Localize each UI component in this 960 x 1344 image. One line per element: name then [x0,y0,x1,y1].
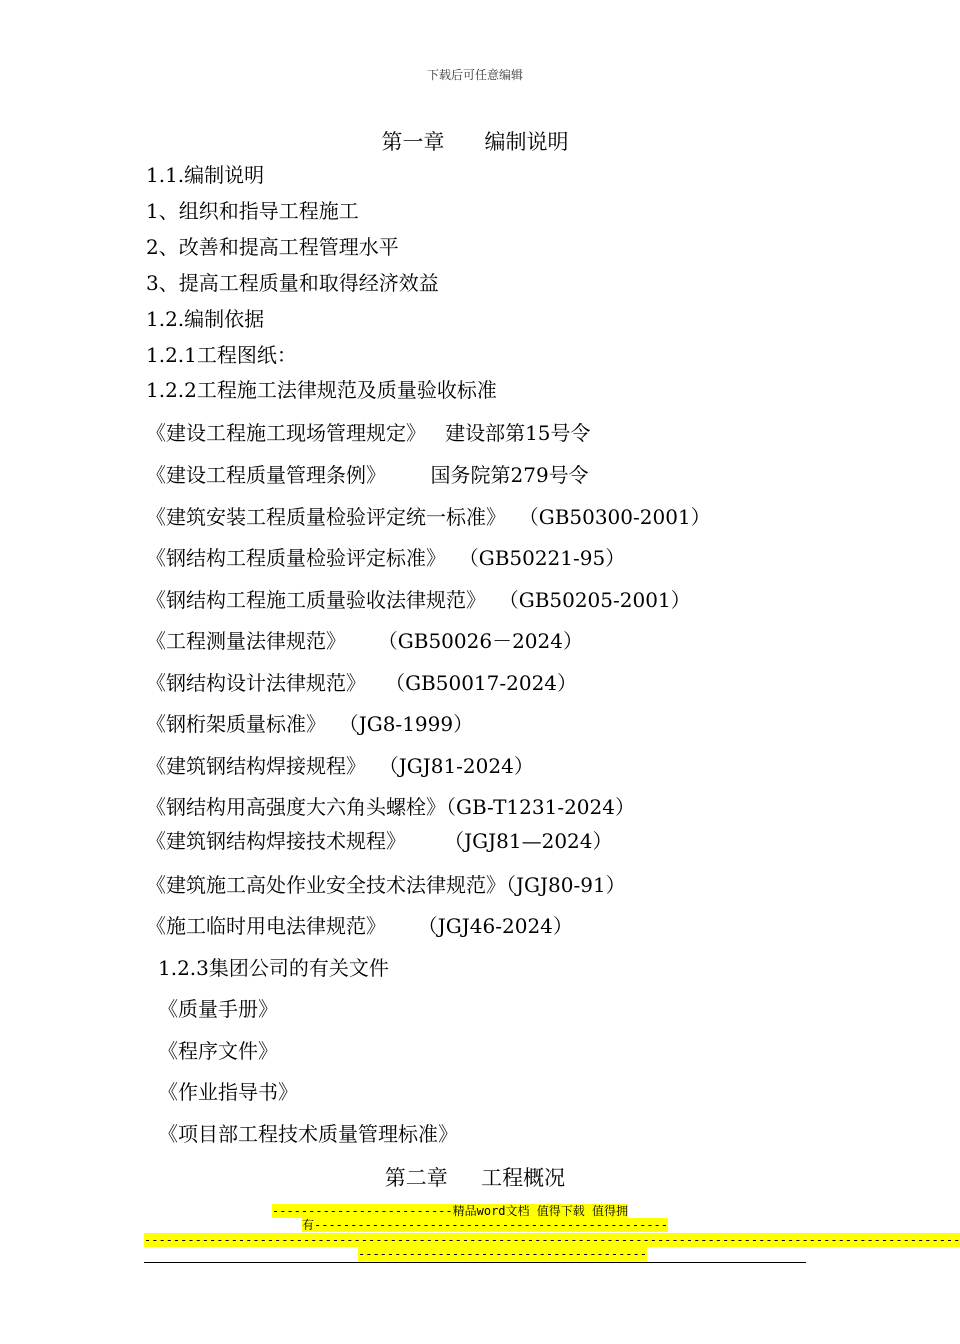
standard-item: 《建筑施工高处作业安全技术法律规范》（JGJ80-91） [146,873,626,897]
section-1-2-1: 1.2.1工程图纸： [146,343,297,367]
standard-item: 《钢结构设计法律规范》 （GB50017-2024） [146,671,578,695]
footer-watermark-line-1: -------------------------精品word文档 值得下载 值得拥 [272,1204,628,1218]
chapter2-title: 第二章 工程概况 [384,1166,566,1190]
footer-watermark-line-3: ----------------------------------------------------------------------------------------------------------------- [144,1233,960,1247]
standard-item: 《建筑钢结构焊接技术规程》 （JGJ81—2024） [146,829,613,853]
purpose-3: 3、提高工程质量和取得经济效益 [146,271,439,295]
standard-item: 《建设工程质量管理条例》 国务院第279号令 [146,463,589,487]
standard-item: 《钢结构用高强度大六角头螺栓》（GB-T1231-2024） [146,795,635,819]
standard-item: 《建设工程施工现场管理规定》 建设部第15号令 [146,421,591,445]
purpose-2: 2、改善和提高工程管理水平 [146,235,399,259]
standard-item: 《钢结构工程质量检验评定标准》 （GB50221-95） [146,546,626,570]
section-1-1: 1.1.编制说明 [146,163,265,187]
company-doc: 《项目部工程技术质量管理标准》 [158,1122,458,1146]
header-note: 下载后可任意编辑 [426,68,523,82]
company-doc: 《作业指导书》 [158,1080,298,1104]
standard-item: 《钢结构工程施工质量验收法律规范》 （GB50205-2001） [146,588,691,612]
purpose-1: 1、组织和指导工程施工 [146,199,359,223]
standard-item: 《工程测量法律规范》 （GB50026－2024） [146,629,583,653]
section-1-2: 1.2.编制依据 [146,307,265,331]
footer-watermark-line-4: ---------------------------------------- [358,1247,647,1261]
standard-item: 《建筑安装工程质量检验评定统一标准》 （GB50300-2001） [146,505,711,529]
chapter1-title: 第一章 编制说明 [381,130,569,154]
footer-rule [144,1262,806,1263]
standard-item: 《建筑钢结构焊接规程》 （JGJ81-2024） [146,754,534,778]
standard-item: 《钢桁架质量标准》 （JG8-1999） [146,712,474,736]
standard-item: 《施工临时用电法律规范》 （JGJ46-2024） [146,914,573,938]
company-doc: 《程序文件》 [158,1039,278,1063]
section-1-2-2: 1.2.2工程施工法律规范及质量验收标准 [146,378,497,402]
section-1-2-3: 1.2.3集团公司的有关文件 [158,956,389,980]
company-doc: 《质量手册》 [158,997,278,1021]
footer-watermark-line-2: 有------------------------------------------------- [302,1218,669,1232]
